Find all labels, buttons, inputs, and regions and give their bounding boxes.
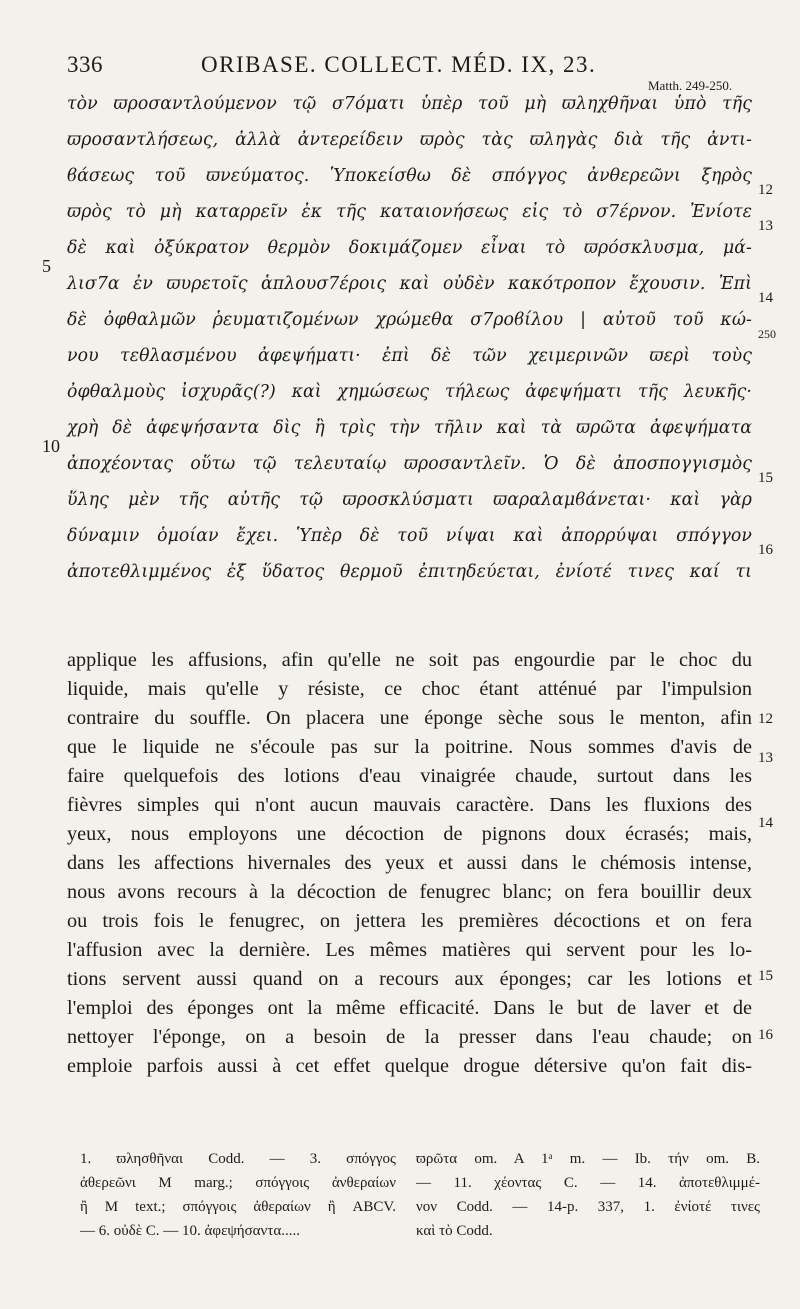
french-line: applique les affusions, afin qu'elle ne soit pas engourdie par le choc du [67,649,752,671]
greek-line: τὸν ϖροσαντλούμενον τῷ σ7όματι ὑπὲρ τοῦ μὴ ϖληχθῆναι ὑπὸ τῆς [67,94,752,114]
paragraph-number: 14 [758,815,773,831]
page-number: 336 [67,52,103,77]
paragraph-number: 12 [758,182,773,198]
footnote-line: ἀθερεῶνι M marg.; σπόγγοις ἀνθεραίων [80,1175,396,1191]
french-line: l'emploi des éponges ont la même efficacité. Dans le but de laver et de [67,997,752,1019]
paragraph-number: 14 [758,290,773,306]
footnote-line: ἢ M text.; σπόγγοις ἀθεραίων ἢ ABCV. [80,1199,396,1215]
edition-reference: Matth. 249-250. [648,78,733,93]
paragraph-number: 16 [758,1027,773,1043]
greek-line: ϐάσεως τοῦ ϖνεύματος. Ὑποκείσθω δὲ σπόγγος ἀνθερεῶνι ξηρὸς [67,166,752,186]
greek-line: ἀποτεθλιμμένος ἐξ ὕδατος θερμοῦ ἐπιτηδεύεται, ἐνίοτέ τινες καί τι [67,562,752,582]
french-line: contraire du souffle. On placera une éponge sèche sous le menton, afin [67,707,752,729]
page-header [67,52,667,86]
greek-line: ὕλης μὲν τῆς αὐτῆς τῷ ϖροσκλύσματι ϖαραλαμϐάνεται· καὶ γὰρ [67,490,752,510]
paragraph-number: 13 [758,218,773,234]
greek-line: λισ7α ἐν ϖυρετοῖς ἁπλουσ7έροις καὶ οὐδὲν κακότροπον ἔχουσιν. Ἐπὶ [67,274,752,294]
greek-line: νου τεθλασμένου ἀφεψήματι· ἐπὶ δὲ τῶν χειμερινῶν ϖερὶ τοὺς [67,346,752,366]
footnote-line: — 6. οὐδὲ C. — 10. ἀφεψήσαντα..... [80,1223,300,1239]
running-title: ORIBASE. COLLECT. MÉD. IX, 23. [201,52,597,77]
french-line: dans les affections hivernales des yeux et aussi dans le chémosis intense, [67,852,752,874]
footnote-line: — 11. χέοντας C. — 14. ἀποτεθλιμμέ- [416,1175,760,1191]
greek-line: χρὴ δὲ ἀφεψήσαντα δὶς ἢ τρὶς τὴν τῆλιν καὶ τὰ ϖρῶτα ἀφεψήματα [67,418,752,438]
french-line: nettoyer l'éponge, on a besoin de la presser dans l'eau chaude; on [67,1026,752,1048]
greek-line: ϖρὸς τὸ μὴ καταρρεῖν ἐκ τῆς καταιονήσεως εἰς τὸ σ7έρνον. Ἐνίοτε [67,202,752,222]
paragraph-number: 15 [758,470,773,486]
paragraph-number: 13 [758,750,773,766]
greek-line: δύναμιν ὁμοίαν ἔχει. Ὑπὲρ δὲ τοῦ νίψαι καὶ ἀπορρύψαι σπόγγον [67,526,752,546]
greek-line: δὲ ὀφθαλμῶν ῥευματιζομένων χρώμεθα σ7ροϐίλου | αὐτοῦ τοῦ κώ- [67,310,752,330]
footnote-line: ϖρῶτα om. A 1ᵃ m. — Ib. τήν om. B. [416,1151,760,1167]
french-line: l'affusion avec la dernière. Les mêmes matières qui servent pour les lo- [67,939,752,961]
french-line: nous avons recours à la décoction de fenugrec blanc; on fera bouillir deux [67,881,752,903]
greek-line: ὀφθαλμοὺς ἰσχυρᾶς(?) καὶ χημώσεως τήλεως ἀφεψήματι τῆς λευκῆς· [67,382,752,402]
footnote-line: 1. ϖλησθῆναι Codd. — 3. σπόγγος [80,1151,396,1167]
french-line: tions servent aussi quand on a recours aux éponges; car les lotions et [67,968,752,990]
edition-page-number: 250 [758,327,776,341]
footnote-line: καὶ τὸ Codd. [416,1223,493,1239]
french-line: liquide, mais qu'elle y résiste, ce choc étant atténué par l'impulsion [67,678,752,700]
greek-line: ἀποχέοντας οὕτω τῷ τελευταίῳ ϖροσαντλεῖν. Ὁ δὲ ἀποσπογγισμὸς [67,454,752,474]
greek-line: ϖροσαντλήσεως, ἀλλὰ ἀντερείδειν ϖρὸς τὰς ϖληγὰς διὰ τῆς ἀντι- [67,130,752,150]
french-line: faire quelquefois des lotions d'eau vinaigrée chaude, surtout dans les [67,765,752,787]
french-line: fièvres simples qui n'ont aucun mauvais caractère. Dans les fluxions des [67,794,752,816]
footnote-line: νον Codd. — 14-p. 337, 1. ἐνίοτέ τινες [416,1199,760,1215]
paragraph-number: 15 [758,968,773,984]
french-line: emploie parfois aussi à cet effet quelque drogue détersive qu'on fait dis- [67,1055,752,1077]
french-line: yeux, nous employons une décoction de pignons doux écrasés; mais, [67,823,752,845]
french-line: ou trois fois le fenugrec, on jettera les premières décoctions et on fera [67,910,752,932]
paragraph-number: 16 [758,542,773,558]
greek-line: δὲ καὶ ὀξύκρατον θερμὸν δοκιμάζομεν εἶναι τὸ ϖρόσκλυσμα, μά- [67,238,752,258]
line-number: 10 [42,436,60,456]
french-line: que le liquide ne s'écoule pas sur la poitrine. Nous sommes d'avis de [67,736,752,758]
paragraph-number: 12 [758,711,773,727]
line-number: 5 [42,256,51,276]
